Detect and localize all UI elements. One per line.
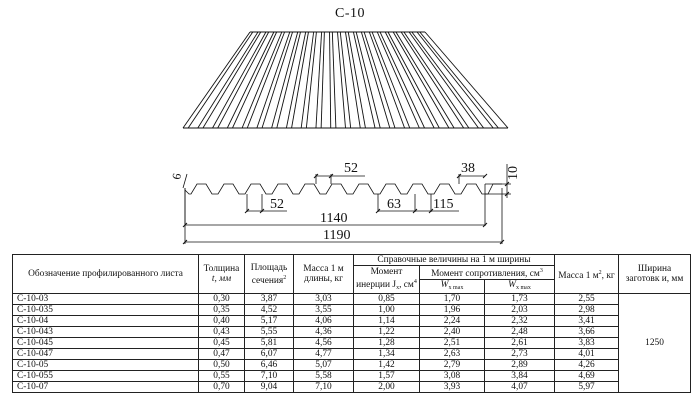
dim-rib-bottom-label: 52 xyxy=(270,197,284,212)
table-cell: 3,87 xyxy=(245,294,294,305)
table-cell: 0,45 xyxy=(199,338,245,349)
table-cell: 4,52 xyxy=(245,305,294,316)
table-cell: 1,34 xyxy=(354,349,420,360)
table-cell: 2,63 xyxy=(420,349,485,360)
table-cell: 0,47 xyxy=(199,349,245,360)
table-cell: 3,08 xyxy=(420,371,485,382)
table-cell: 0,50 xyxy=(199,360,245,371)
table-cell: 3,84 xyxy=(485,371,555,382)
table-cell: 2,98 xyxy=(555,305,619,316)
table-cell: 2,40 xyxy=(420,327,485,338)
dim-rib-top-label: 52 xyxy=(344,161,358,176)
page-title: С-10 xyxy=(335,6,365,21)
table-cell: С-10-045 xyxy=(13,338,199,349)
table-cell: 5,17 xyxy=(245,316,294,327)
table-cell: 4,07 xyxy=(485,382,555,393)
table-cell: 1,57 xyxy=(354,371,420,382)
table-cell: 2,32 xyxy=(485,316,555,327)
table-cell: С-10-055 xyxy=(13,371,199,382)
table-cell: С-10-07 xyxy=(13,382,199,393)
table-cell: 4,69 xyxy=(555,371,619,382)
table-cell: 1,73 xyxy=(485,294,555,305)
table-cell: 5,97 xyxy=(555,382,619,393)
table-cell: 2,61 xyxy=(485,338,555,349)
table-cell: 3,55 xyxy=(294,305,354,316)
table-cell: 4,06 xyxy=(294,316,354,327)
table-row xyxy=(13,360,691,371)
header-wx-min: $W_{x max}$ xyxy=(485,280,555,294)
header-wx-max: $W_{x max}$ xyxy=(420,280,485,294)
table-cell: 3,41 xyxy=(555,316,619,327)
table-cell: 0,40 xyxy=(199,316,245,327)
table-cell: 7,10 xyxy=(294,382,354,393)
table-cell: С-10-047 xyxy=(13,349,199,360)
table-cell: С-10-043 xyxy=(13,327,199,338)
table-cell: 9,04 xyxy=(245,382,294,393)
table-cell: 5,81 xyxy=(245,338,294,349)
table-cell: 3,66 xyxy=(555,327,619,338)
table-cell: 1,22 xyxy=(354,327,420,338)
header-moment-inertia: Момент инерции $J_x$, $см^4$ xyxy=(354,266,420,294)
header-reference: Справочные величины на 1 м ширины xyxy=(354,255,555,266)
table-cell: 0,35 xyxy=(199,305,245,316)
header-designation: Обозначение профилированного листа xyxy=(13,255,199,294)
sheet-3d-drawing xyxy=(175,26,525,136)
table-row xyxy=(13,316,691,327)
table-cell: 2,55 xyxy=(555,294,619,305)
table-cell: 5,07 xyxy=(294,360,354,371)
table-cell: 0,70 xyxy=(199,382,245,393)
table-row xyxy=(13,349,691,360)
table-cell: 2,89 xyxy=(485,360,555,371)
header-mass-area: Масса 1 $м^2$, кг xyxy=(555,255,619,294)
thickness-mark-label: 6 xyxy=(169,172,184,181)
header-mass-length: Масса 1 м длины, кг xyxy=(294,255,354,294)
table-cell: 1,00 xyxy=(354,305,420,316)
table-cell: 2,51 xyxy=(420,338,485,349)
table-cell: С-10-035 xyxy=(13,305,199,316)
table-cell: 2,03 xyxy=(485,305,555,316)
table-cell: 0,85 xyxy=(354,294,420,305)
table-row xyxy=(13,294,691,305)
table-cell: 2,79 xyxy=(420,360,485,371)
table-cell: 4,36 xyxy=(294,327,354,338)
table-cell: 1,70 xyxy=(420,294,485,305)
table-row xyxy=(13,382,691,393)
table-cell: 0,43 xyxy=(199,327,245,338)
table-cell: 5,55 xyxy=(245,327,294,338)
table-cell: 3,83 xyxy=(555,338,619,349)
table-cell: 3,93 xyxy=(420,382,485,393)
table-cell: 1,42 xyxy=(354,360,420,371)
dim-pitch-large-label: 115 xyxy=(433,197,454,212)
table-cell: 2,73 xyxy=(485,349,555,360)
header-resistance: Момент сопротивления, $см^3$ xyxy=(420,266,555,280)
table-cell: 2,24 xyxy=(420,316,485,327)
table-cell: 4,77 xyxy=(294,349,354,360)
table-cell: 4,56 xyxy=(294,338,354,349)
header-blank-width: Ширина заготовк и, мм xyxy=(619,255,691,294)
table-row xyxy=(13,327,691,338)
table-cell: 6,07 xyxy=(245,349,294,360)
dim-total-width-label: 1190 xyxy=(323,228,351,243)
table-cell: 0,30 xyxy=(199,294,245,305)
table-cell: 1,14 xyxy=(354,316,420,327)
dim-edge-label: 38 xyxy=(461,161,475,176)
table-cell: 5,58 xyxy=(294,371,354,382)
dim-height-label: 10 xyxy=(506,166,521,180)
blank-width-cell: 1250 xyxy=(619,294,691,393)
table-row xyxy=(13,371,691,382)
table-cell: 7,10 xyxy=(245,371,294,382)
table-cell: С-10-05 xyxy=(13,360,199,371)
table-cell: 3,03 xyxy=(294,294,354,305)
table-row xyxy=(13,305,691,316)
table-cell: 1,28 xyxy=(354,338,420,349)
header-area: Площадь сечения$^2$ xyxy=(245,255,294,294)
table-row xyxy=(13,338,691,349)
table-cell: С-10-04 xyxy=(13,316,199,327)
table-cell: 6,46 xyxy=(245,360,294,371)
table-cell: 0,55 xyxy=(199,371,245,382)
header-thickness: Толщина t, мм xyxy=(199,255,245,294)
table-cell: 2,48 xyxy=(485,327,555,338)
spec-table xyxy=(12,254,691,393)
table-cell: 2,00 xyxy=(354,382,420,393)
profile-section-drawing xyxy=(169,150,545,250)
dim-pitch-small-label: 63 xyxy=(387,197,401,212)
table-cell: 4,01 xyxy=(555,349,619,360)
table-cell: 1,96 xyxy=(420,305,485,316)
dim-useful-width-label: 1140 xyxy=(320,211,348,226)
table-cell: С-10-03 xyxy=(13,294,199,305)
table-cell: 4,26 xyxy=(555,360,619,371)
